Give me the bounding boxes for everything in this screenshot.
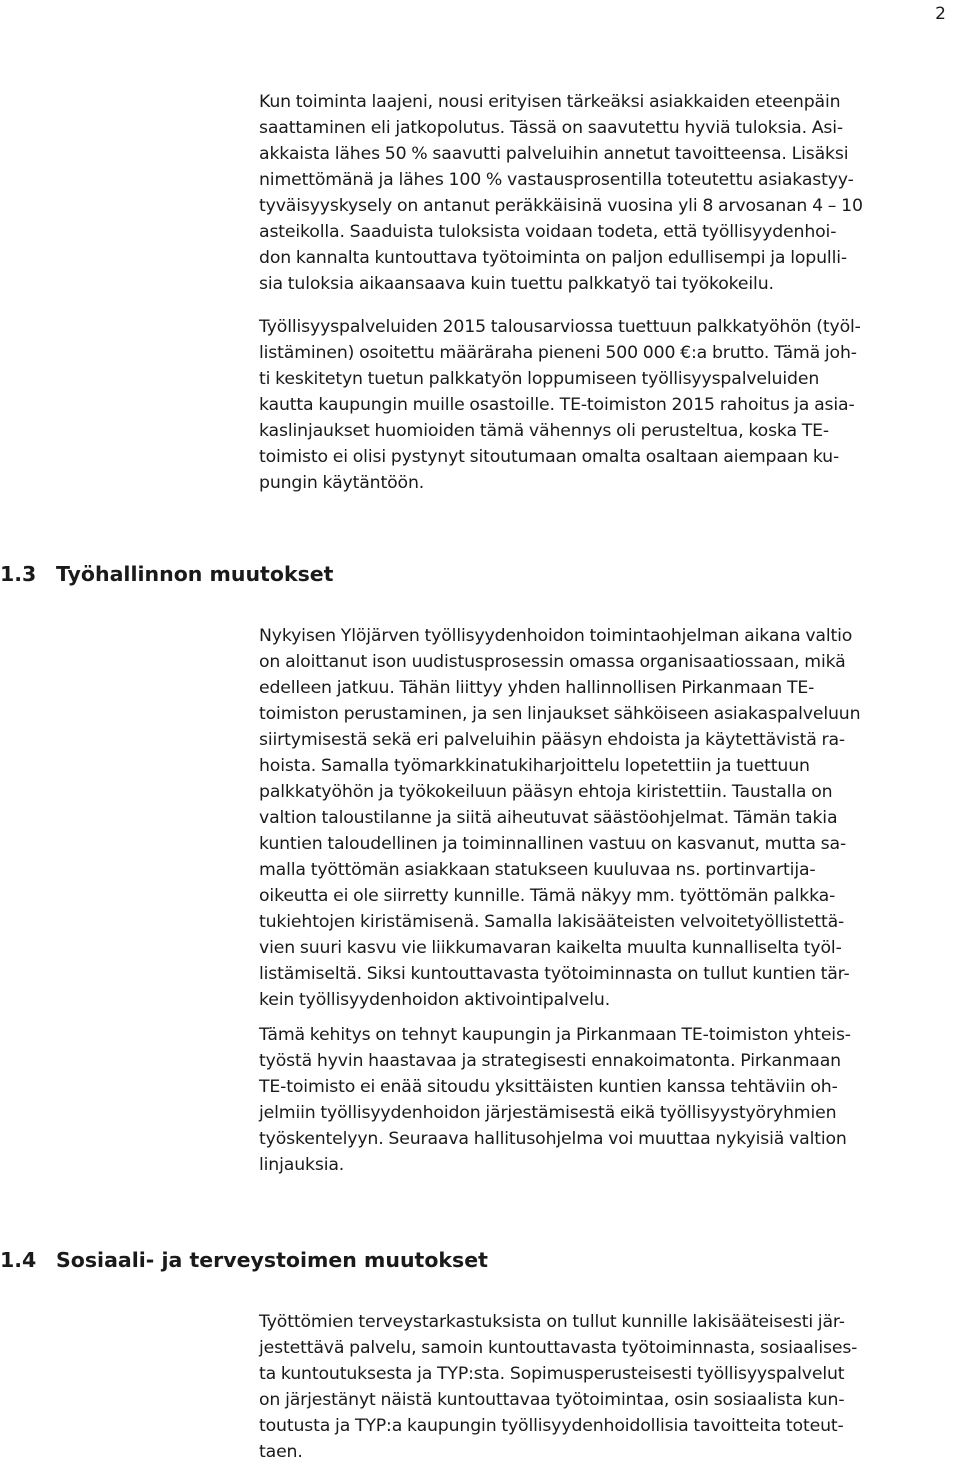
text-line: Nykyisen Ylöjärven työllisyydenhoidon toimintaohjelman aikana valtio xyxy=(259,626,853,646)
section-heading-1-4 xyxy=(0,1247,488,1273)
text-line: palkkatyöhön ja työkokeiluun pääsyn ehtoja kiristettiin. Taustalla on xyxy=(259,782,833,802)
text-line: ti keskitetyn tuetun palkkatyön loppumiseen työllisyyspalveluiden xyxy=(259,369,820,389)
text-line: jestettävä palvelu, samoin kuntouttavasta työtoiminnasta, sosiaalises- xyxy=(259,1338,858,1358)
text-line: listäminen) osoitettu määräraha pieneni 500 000 €:a brutto. Tämä joh- xyxy=(259,343,857,363)
text-line: Kun toiminta laajeni, nousi erityisen tärkeäksi asiakkaiden eteenpäin xyxy=(259,92,841,112)
paragraph-jatkopolutus xyxy=(259,89,931,297)
section-title: Työhallinnon muutokset xyxy=(56,562,334,586)
text-line: saattaminen eli jatkopolutus. Tässä on saavutettu hyviä tuloksia. Asi- xyxy=(259,118,844,138)
section-heading-1-3 xyxy=(0,561,333,587)
text-line: on aloittanut ison uudistusprosessin omassa organisaatiossaan, mikä xyxy=(259,652,846,672)
text-line: akkaista lähes 50 % saavutti palveluihin annetut tavoitteensa. Lisäksi xyxy=(259,144,849,164)
text-line: hoista. Samalla työmarkkinatukiharjoittelu lopetettiin ja tuettuun xyxy=(259,756,810,776)
paragraph-yhteistyo xyxy=(259,1022,931,1178)
text-line: kaslinjaukset huomioiden tämä vähennys oli perusteltua, koska TE- xyxy=(259,421,830,441)
text-line: sia tuloksia aikaansaava kuin tuettu palkkatyö tai työkokeilu. xyxy=(259,274,774,294)
text-line: Työttömien terveystarkastuksista on tullut kunnille lakisääteisesti jär- xyxy=(259,1312,845,1332)
text-line: Tämä kehitys on tehnyt kaupungin ja Pirkanmaan TE-toimiston yhteis- xyxy=(259,1025,851,1045)
section-title: Sosiaali- ja terveystoimen muutokset xyxy=(56,1248,488,1272)
text-line: don kannalta kuntouttava työtoiminta on paljon edullisempi ja lopulli- xyxy=(259,248,847,268)
text-line: pungin käytäntöön. xyxy=(259,473,425,493)
text-line: työstä hyvin haastavaa ja strategisesti ennakoimatonta. Pirkanmaan xyxy=(259,1051,841,1071)
text-line: toimisto ei olisi pystynyt sitoutumaan omalta osaltaan aiempaan ku- xyxy=(259,447,840,467)
text-line: kein työllisyydenhoidon aktivointipalvelu. xyxy=(259,990,611,1010)
text-line: oikeutta ei ole siirretty kunnille. Tämä näkyy mm. työttömän palkka- xyxy=(259,886,836,906)
text-line: Työllisyyspalveluiden 2015 talousarviossa tuettuun palkkatyöhön (työl- xyxy=(259,317,861,337)
text-line: edelleen jatkuu. Tähän liittyy yhden hallinnollisen Pirkanmaan TE- xyxy=(259,678,815,698)
text-line: ta kuntoutuksesta ja TYP:sta. Sopimusperusteisesti työllisyyspalvelut xyxy=(259,1364,845,1384)
text-line: tukiehtojen kiristämisenä. Samalla lakisääteisten velvoitetyöllistettä- xyxy=(259,912,845,932)
text-line: toimiston perustaminen, ja sen linjaukset sähköiseen asiakaspalveluun xyxy=(259,704,861,724)
text-line: malla työttömän asiakkaan statukseen kuuluvaa ns. portinvartija- xyxy=(259,860,816,880)
text-line: taen. xyxy=(259,1442,303,1462)
paragraph-tyohallinto xyxy=(259,623,931,1013)
text-line: valtion taloustilanne ja siitä aiheutuvat säästöohjelmat. Tämän takia xyxy=(259,808,838,828)
text-line: tyväisyyskysely on antanut peräkkäisinä vuosina yli 8 arvosanan 4 – 10 xyxy=(259,196,863,216)
text-line: vien suuri kasvu vie liikkumavaran kaikelta muulta kunnalliselta työl- xyxy=(259,938,842,958)
text-line: jelmiin työllisyydenhoidon järjestämisestä eikä työllisyystyöryhmien xyxy=(259,1103,837,1123)
text-line: TE-toimisto ei enää sitoudu yksittäisten kuntien kanssa tehtäviin oh- xyxy=(259,1077,838,1097)
text-line: asteikolla. Saaduista tuloksista voidaan todeta, että työllisyydenhoi- xyxy=(259,222,837,242)
text-line: linjauksia. xyxy=(259,1155,345,1175)
paragraph-talousarvio xyxy=(259,314,931,496)
text-line: toutusta ja TYP:a kaupungin työllisyydenhoidollisia tavoitteita toteut- xyxy=(259,1416,844,1436)
text-line: on järjestänyt näistä kuntouttavaa työtoimintaa, osin sosiaalista kun- xyxy=(259,1390,845,1410)
text-line: työskentelyyn. Seuraava hallitusohjelma voi muuttaa nykyisiä valtion xyxy=(259,1129,847,1149)
text-line: nimettömänä ja lähes 100 % vastausprosentilla toteutettu asiakastyy- xyxy=(259,170,854,190)
text-line: kuntien taloudellinen ja toiminnallinen vastuu on kasvanut, mutta sa- xyxy=(259,834,847,854)
section-number: 1.3 xyxy=(0,562,37,586)
section-number: 1.4 xyxy=(0,1248,37,1272)
text-line: listämiseltä. Siksi kuntouttavasta työtoiminnasta on tullut kuntien tär- xyxy=(259,964,850,984)
text-line: siirtymisestä sekä eri palveluihin pääsyn ehdoista ja käytettävistä ra- xyxy=(259,730,846,750)
paragraph-sosiaali-terveys xyxy=(259,1309,931,1465)
page-number: 2 xyxy=(935,4,946,24)
text-line: kautta kaupungin muille osastoille. TE-toimiston 2015 rahoitus ja asia- xyxy=(259,395,855,415)
